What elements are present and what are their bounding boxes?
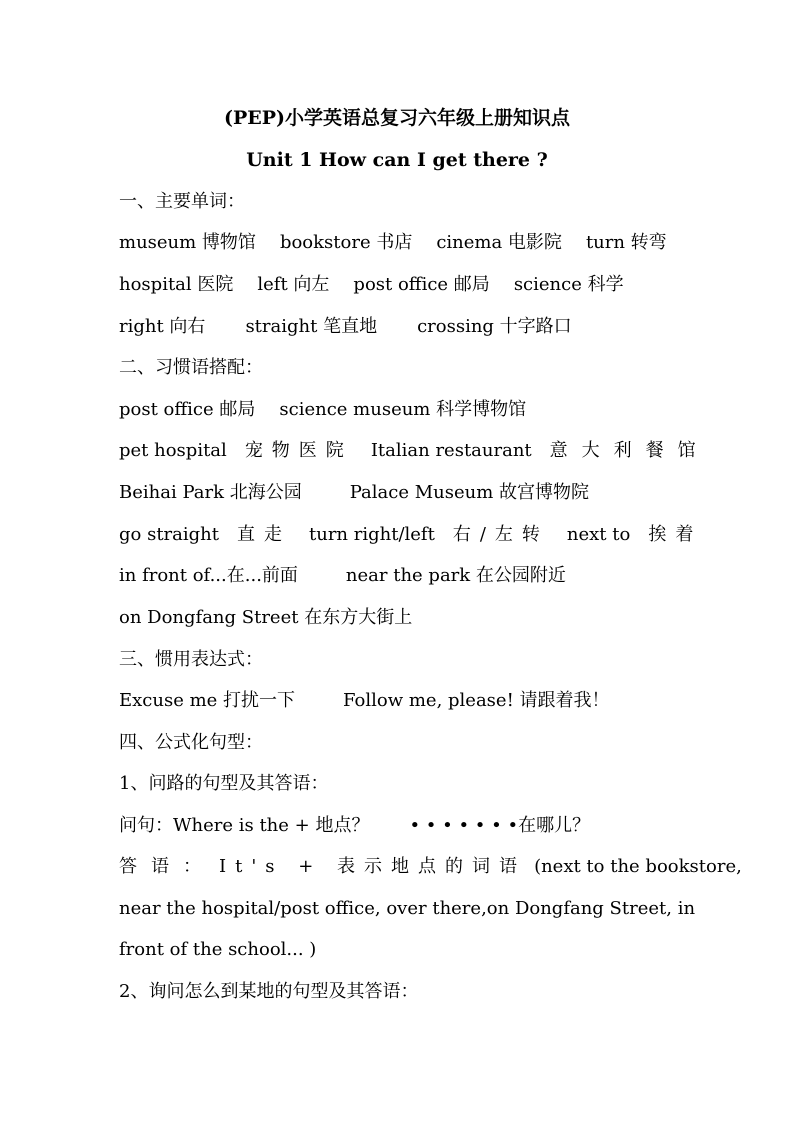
answer-label: 答语： xyxy=(119,856,215,877)
phrase-row-6 xyxy=(119,606,412,630)
question-line xyxy=(119,814,590,838)
phrase-item: in front of...在...前面 xyxy=(119,565,298,586)
phrase-item: post office 邮局 xyxy=(119,399,256,420)
phrase-item: science museum 科学博物馆 xyxy=(279,399,527,420)
vocab-item: museum 博物馆 xyxy=(119,232,256,253)
answer-line-2: near the hospital/post office, over there,on Dongfang Street, in xyxy=(119,898,696,919)
vocab-item: post office 邮局 xyxy=(353,274,490,295)
phrase-item: Italian restaurant xyxy=(370,440,532,461)
vocab-item: hospital 医院 xyxy=(119,274,234,295)
expression-item: Follow me, please! 请跟着我！ xyxy=(343,690,610,711)
answer-line-3: front of the school... ) xyxy=(119,939,317,960)
question-translation: • • • • • • •在哪儿？ xyxy=(409,815,591,836)
phrase-item: near the park 在公园附近 xyxy=(345,565,566,586)
answer-line-1 xyxy=(119,855,742,879)
phrase-item: 宠物医院 xyxy=(244,440,353,461)
vocab-item: straight 笔直地 xyxy=(245,316,378,337)
vocab-item: cinema 电影院 xyxy=(436,232,562,253)
vocab-item: turn 转弯 xyxy=(585,232,667,253)
phrase-item: next to xyxy=(566,524,631,545)
phrase-item: Beihai Park 北海公园 xyxy=(119,482,302,503)
vocab-row-2 xyxy=(119,273,624,297)
phrase-item: pet hospital xyxy=(119,440,227,461)
sentence-pattern-1-heading: 1、问路的句型及其答语： xyxy=(119,773,329,794)
expression-row-1 xyxy=(119,689,610,713)
phrase-item: 右/左转 xyxy=(452,524,549,545)
unit-title: Unit 1 How can I get there ? xyxy=(246,149,548,171)
phrase-item: on Dongfang Street 在东方大街上 xyxy=(119,607,413,628)
phrase-item: turn right/left xyxy=(309,524,435,545)
answer-text: It's + 表示地点的词语 xyxy=(219,856,527,877)
phrase-item: 直走 xyxy=(237,524,291,545)
vocab-item: right 向右 xyxy=(119,316,206,337)
vocab-item: bookstore 书店 xyxy=(279,232,413,253)
document-title: (PEP)小学英语总复习六年级上册知识点 xyxy=(223,107,571,129)
vocab-item: science 科学 xyxy=(513,274,624,295)
vocab-row-1 xyxy=(119,231,667,255)
phrase-row-5 xyxy=(119,564,566,588)
phrase-row-2 xyxy=(119,439,710,463)
phrase-item: Palace Museum 故宫博物院 xyxy=(349,482,589,503)
phrase-row-3 xyxy=(119,481,589,505)
phrase-row-1 xyxy=(119,398,526,422)
vocab-item: left 向左 xyxy=(257,274,330,295)
section4-heading: 四、公式化句型： xyxy=(119,732,263,753)
section3-heading: 三、惯用表达式： xyxy=(119,649,263,670)
question-text: 问句：Where is the + 地点？ xyxy=(119,815,370,836)
section2-heading: 二、习惯语搭配： xyxy=(119,357,263,378)
phrase-row-4 xyxy=(119,523,702,547)
expression-item: Excuse me 打扰一下 xyxy=(119,690,296,711)
phrase-item: go straight xyxy=(119,524,219,545)
phrase-item: 挨着 xyxy=(648,524,703,545)
vocab-row-3 xyxy=(119,315,572,339)
answer-examples: (next to the bookstore, xyxy=(534,856,742,877)
sentence-pattern-2-heading: 2、询问怎么到某地的句型及其答语： xyxy=(119,981,419,1002)
vocab-item: crossing 十字路口 xyxy=(417,316,572,337)
section1-heading: 一、主要单词： xyxy=(119,191,245,212)
phrase-item: 意大利餐馆 xyxy=(549,440,710,461)
